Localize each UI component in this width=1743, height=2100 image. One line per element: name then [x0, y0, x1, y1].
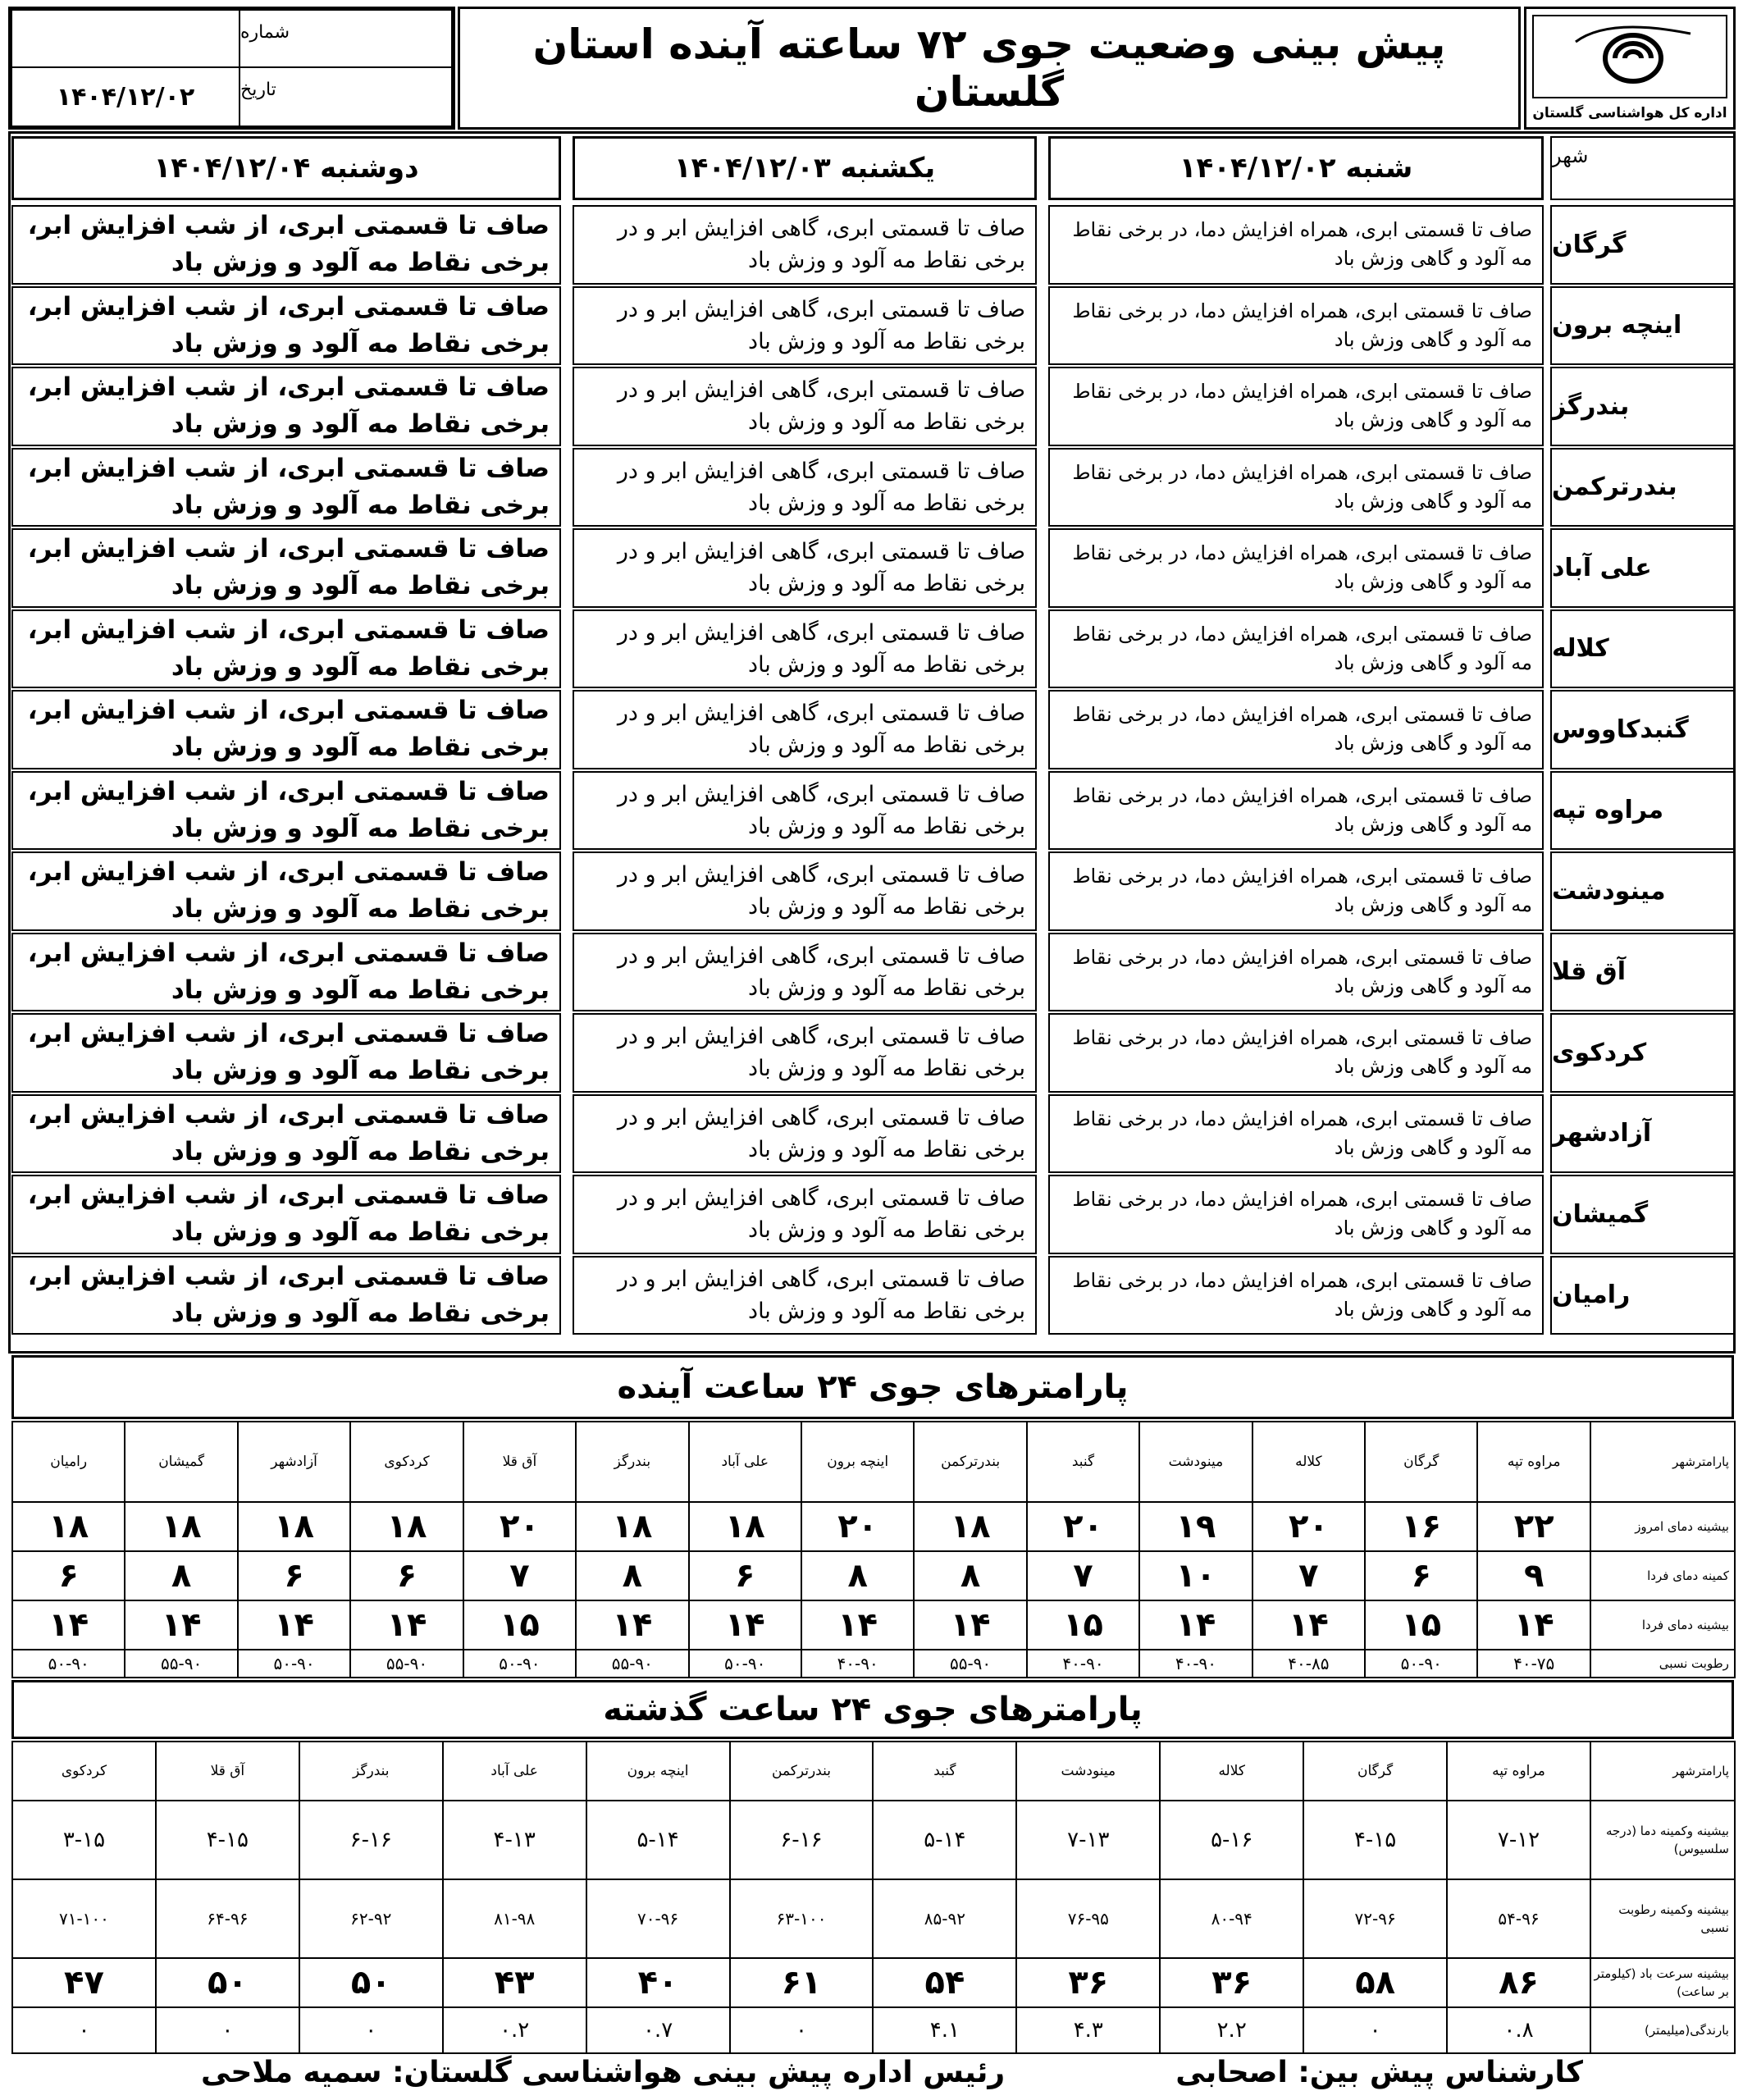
forecast-monday: صاف تا قسمتی ابری، از شب افزایش ابر، برخی نقاط مه آلود و وزش باد [11, 448, 561, 527]
city-name: بندرترکمن [1550, 448, 1735, 527]
table-cell: ۲۰ [801, 1502, 914, 1551]
city-column-header: شهر [1550, 136, 1735, 200]
forecast-monday: صاف تا قسمتی ابری، از شب افزایش ابر، برخی نقاط مه آلود و وزش باد [11, 528, 561, 608]
table-cell: ۱۴ [12, 1600, 125, 1650]
table-cell: ۸ [576, 1551, 688, 1600]
table-cell: ۱۴ [689, 1600, 801, 1650]
forecast-monday: صاف تا قسمتی ابری، از شب افزایش ابر، برخی نقاط مه آلود و وزش باد [11, 690, 561, 769]
table-cell: ۱۴ [1477, 1600, 1590, 1650]
table-cell: ۶-۱۶ [299, 1801, 443, 1879]
table-cell: ۲۰ [463, 1502, 576, 1551]
table-cell: ۷-۱۳ [1016, 1801, 1160, 1879]
forecast-saturday: صاف تا قسمتی ابری، همراه افزایش دما، در برخی نقاط مه آلود و گاهی وزش باد [1048, 448, 1544, 527]
table-cell: ۱۸ [576, 1502, 688, 1551]
table-row [12, 1879, 1735, 1958]
table-row [12, 1650, 1735, 1678]
column-header-city: آق قلا [463, 1422, 576, 1502]
forecast-saturday: صاف تا قسمتی ابری، همراه افزایش دما، در برخی نقاط مه آلود و گاهی وزش باد [1048, 933, 1544, 1012]
table-cell: ۴۰-۷۵ [1477, 1650, 1590, 1678]
table-cell: ۱۴ [1252, 1600, 1365, 1650]
table-cell: ۴-۱۵ [156, 1801, 299, 1879]
table-cell: ۸۰-۹۴ [1160, 1879, 1303, 1958]
table-cell: ۵-۱۴ [586, 1801, 730, 1879]
table-cell: ۸۵-۹۲ [873, 1879, 1016, 1958]
table-cell: ۱۴ [1139, 1600, 1252, 1650]
forecast-monday: صاف تا قسمتی ابری، از شب افزایش ابر، برخی نقاط مه آلود و وزش باد [11, 205, 561, 285]
table-cell: ۵-۱۶ [1160, 1801, 1303, 1879]
table-cell: ۰.۲ [443, 2007, 586, 2053]
forecast-saturday: صاف تا قسمتی ابری، همراه افزایش دما، در برخی نقاط مه آلود و گاهی وزش باد [1048, 690, 1544, 769]
forecast-sunday: صاف تا قسمتی ابری، گاهی افزایش ابر و در برخی نقاط مه آلود و وزش باد [573, 933, 1037, 1012]
row-label: بارندگی(میلیمتر) [1590, 2007, 1735, 2053]
row-label: کمینه دمای فردا [1590, 1551, 1735, 1600]
table-row [12, 1502, 1735, 1551]
city-name: علی آباد [1550, 528, 1735, 608]
table-cell: ۱۵ [463, 1600, 576, 1650]
table-cell: ۸ [801, 1551, 914, 1600]
table-row [12, 1600, 1735, 1650]
table-cell: ۱۶ [1365, 1502, 1477, 1551]
column-header-city: مراوه تپه [1447, 1742, 1590, 1801]
day-header-monday: دوشنبه ۱۴۰۴/۱۲/۰۴ [11, 136, 561, 200]
forecast-monday: صاف تا قسمتی ابری، از شب افزایش ابر، برخی نقاط مه آلود و وزش باد [11, 1175, 561, 1254]
table-cell: ۶۲-۹۲ [299, 1879, 443, 1958]
table-cell: ۱۸ [350, 1502, 463, 1551]
table-cell: ۸ [125, 1551, 237, 1600]
table-row [12, 1801, 1735, 1879]
table-cell: ۰ [730, 2007, 874, 2053]
next24-title: پارامترهای جوی ۲۴ ساعت آینده [11, 1355, 1734, 1419]
table-cell: ۶ [238, 1551, 350, 1600]
table-cell: ۴-۱۳ [443, 1801, 586, 1879]
table-cell: ۸۶ [1447, 1958, 1590, 2007]
table-cell: ۲۲ [1477, 1502, 1590, 1551]
table-row [12, 2007, 1735, 2053]
table-cell: ۰ [1303, 2007, 1447, 2053]
column-header-city: بندرترکمن [914, 1422, 1026, 1502]
table-cell: ۹ [1477, 1551, 1590, 1600]
number-value [11, 9, 240, 68]
day-header-saturday: شنبه ۱۴۰۴/۱۲/۰۲ [1048, 136, 1544, 200]
forecast-saturday: صاف تا قسمتی ابری، همراه افزایش دما، در برخی نقاط مه آلود و گاهی وزش باد [1048, 771, 1544, 851]
column-header-city: گنبد [1027, 1422, 1139, 1502]
table-cell: ۵۰-۹۰ [238, 1650, 350, 1678]
table-cell: ۱۸ [689, 1502, 801, 1551]
forecast-sunday: صاف تا قسمتی ابری، گاهی افزایش ابر و در برخی نقاط مه آلود و وزش باد [573, 448, 1037, 527]
column-header-city: آق قلا [156, 1742, 299, 1801]
forecast-sunday: صاف تا قسمتی ابری، گاهی افزایش ابر و در برخی نقاط مه آلود و وزش باد [573, 286, 1037, 366]
table-cell: ۱۸ [914, 1502, 1026, 1551]
forecast-sunday: صاف تا قسمتی ابری، گاهی افزایش ابر و در برخی نقاط مه آلود و وزش باد [573, 1256, 1037, 1335]
table-cell: ۵۰-۹۰ [12, 1650, 125, 1678]
column-header-city: اینچه برون [586, 1742, 730, 1801]
number-label: شماره [239, 9, 453, 68]
table-cell: ۵-۱۴ [873, 1801, 1016, 1879]
forecast-saturday: صاف تا قسمتی ابری، همراه افزایش دما، در برخی نقاط مه آلود و گاهی وزش باد [1048, 1256, 1544, 1335]
table-cell: ۳۶ [1160, 1958, 1303, 2007]
forecast-sunday: صاف تا قسمتی ابری، گاهی افزایش ابر و در برخی نقاط مه آلود و وزش باد [573, 1094, 1037, 1174]
table-cell: ۰.۷ [586, 2007, 730, 2053]
city-name: کلاله [1550, 609, 1735, 689]
column-header-city: بندرگز [576, 1422, 688, 1502]
table-cell: ۲۰ [1027, 1502, 1139, 1551]
forecast-sunday: صاف تا قسمتی ابری، گاهی افزایش ابر و در برخی نقاط مه آلود و وزش باد [573, 851, 1037, 931]
past24-title: پارامترهای جوی ۲۴ ساعت گذشته [11, 1680, 1734, 1739]
table-cell: ۵۵-۹۰ [576, 1650, 688, 1678]
forecast-monday: صاف تا قسمتی ابری، از شب افزایش ابر، برخی نقاط مه آلود و وزش باد [11, 367, 561, 446]
table-cell: ۱۸ [125, 1502, 237, 1551]
next24-table [11, 1421, 1736, 1678]
table-cell: ۱۴ [238, 1600, 350, 1650]
table-cell: ۰ [299, 2007, 443, 2053]
city-name: گمیشان [1550, 1175, 1735, 1254]
forecast-sunday: صاف تا قسمتی ابری، گاهی افزایش ابر و در برخی نقاط مه آلود و وزش باد [573, 528, 1037, 608]
row-label: بیشینه دمای فردا [1590, 1600, 1735, 1650]
table-cell: ۵۰-۹۰ [463, 1650, 576, 1678]
table-cell: ۶ [1365, 1551, 1477, 1600]
table-cell: ۷۲-۹۶ [1303, 1879, 1447, 1958]
column-header-city: آزادشهر [238, 1422, 350, 1502]
date-label: تاریخ [239, 66, 453, 127]
column-header-city: بندرترکمن [730, 1742, 874, 1801]
table-cell: ۶ [12, 1551, 125, 1600]
column-header-city: کلاله [1252, 1422, 1365, 1502]
table-cell: ۱۵ [1027, 1600, 1139, 1650]
column-header-city: بندرگز [299, 1742, 443, 1801]
table-cell: ۱۴ [125, 1600, 237, 1650]
table-cell: ۵۵-۹۰ [914, 1650, 1026, 1678]
table-cell: ۱۴ [801, 1600, 914, 1650]
column-header-city: گرگان [1303, 1742, 1447, 1801]
table-row [12, 1958, 1735, 2007]
table-cell: ۱۴ [914, 1600, 1026, 1650]
table-cell: ۶۱ [730, 1958, 874, 2007]
table-cell: ۲۰ [1252, 1502, 1365, 1551]
forecast-saturday: صاف تا قسمتی ابری، همراه افزایش دما، در برخی نقاط مه آلود و گاهی وزش باد [1048, 367, 1544, 446]
column-header-city: گنبد [873, 1742, 1016, 1801]
column-header-city: اینچه برون [801, 1422, 914, 1502]
table-cell: ۱۵ [1365, 1600, 1477, 1650]
table-cell: ۷-۱۲ [1447, 1801, 1590, 1879]
organization-logo [1524, 7, 1736, 130]
column-header-city: علی آباد [689, 1422, 801, 1502]
forecaster-signature: کارشناس پیش بین: اصحابی [1175, 2056, 1583, 2089]
forecast-saturday: صاف تا قسمتی ابری، همراه افزایش دما، در برخی نقاط مه آلود و گاهی وزش باد [1048, 528, 1544, 608]
table-cell: ۱۸ [12, 1502, 125, 1551]
table-cell: ۵۴-۹۶ [1447, 1879, 1590, 1958]
table-cell: ۲.۲ [1160, 2007, 1303, 2053]
day-header-sunday: یکشنبه ۱۴۰۴/۱۲/۰۳ [573, 136, 1037, 200]
head-signature: رئیس اداره پیش بینی هواشناسی گلستان: سمیه ملاحی [201, 2056, 1006, 2089]
table-cell: ۳-۱۵ [12, 1801, 156, 1879]
table-cell: ۰ [12, 2007, 156, 2053]
param-city-corner: پارامترشهر [1590, 1742, 1735, 1801]
forecast-saturday: صاف تا قسمتی ابری، همراه افزایش دما، در برخی نقاط مه آلود و گاهی وزش باد [1048, 205, 1544, 285]
forecast-sunday: صاف تا قسمتی ابری، گاهی افزایش ابر و در برخی نقاط مه آلود و وزش باد [573, 771, 1037, 851]
forecast-monday: صاف تا قسمتی ابری، از شب افزایش ابر، برخی نقاط مه آلود و وزش باد [11, 1094, 561, 1174]
table-cell: ۵۵-۹۰ [125, 1650, 237, 1678]
past24-table [11, 1741, 1736, 2054]
row-label: بیشینه وکمینه رطوبت نسبی [1590, 1879, 1735, 1958]
row-label: بیشینه سرعت باد (کیلومتر بر ساعت) [1590, 1958, 1735, 2007]
table-cell: ۴-۱۵ [1303, 1801, 1447, 1879]
column-header-city: رامیان [12, 1422, 125, 1502]
table-cell: ۰.۸ [1447, 2007, 1590, 2053]
table-cell: ۶۳-۱۰۰ [730, 1879, 874, 1958]
forecast-saturday: صاف تا قسمتی ابری، همراه افزایش دما، در برخی نقاط مه آلود و گاهی وزش باد [1048, 609, 1544, 689]
forecast-monday: صاف تا قسمتی ابری، از شب افزایش ابر، برخی نقاط مه آلود و وزش باد [11, 286, 561, 366]
table-cell: ۶-۱۶ [730, 1801, 874, 1879]
table-cell: ۶۴-۹۶ [156, 1879, 299, 1958]
param-city-corner: پارامترشهر [1590, 1422, 1735, 1502]
table-cell: ۵۸ [1303, 1958, 1447, 2007]
city-name: آق قلا [1550, 933, 1735, 1012]
forecast-monday: صاف تا قسمتی ابری، از شب افزایش ابر، برخی نقاط مه آلود و وزش باد [11, 1256, 561, 1335]
column-header-city: گرگان [1365, 1422, 1477, 1502]
city-name: رامیان [1550, 1256, 1735, 1335]
table-cell: ۷ [1252, 1551, 1365, 1600]
forecast-monday: صاف تا قسمتی ابری، از شب افزایش ابر، برخی نقاط مه آلود و وزش باد [11, 1013, 561, 1093]
forecast-monday: صاف تا قسمتی ابری، از شب افزایش ابر، برخی نقاط مه آلود و وزش باد [11, 609, 561, 689]
city-name: بندرگز [1550, 367, 1735, 446]
table-cell: ۱۹ [1139, 1502, 1252, 1551]
forecast-monday: صاف تا قسمتی ابری، از شب افزایش ابر، برخی نقاط مه آلود و وزش باد [11, 851, 561, 931]
forecast-sunday: صاف تا قسمتی ابری، گاهی افزایش ابر و در برخی نقاط مه آلود و وزش باد [573, 205, 1037, 285]
table-cell: ۴۷ [12, 1958, 156, 2007]
column-header-city: مینودشت [1016, 1742, 1160, 1801]
table-cell: ۸ [914, 1551, 1026, 1600]
city-name: مراوه تپه [1550, 771, 1735, 851]
forecast-monday: صاف تا قسمتی ابری، از شب افزایش ابر، برخی نقاط مه آلود و وزش باد [11, 933, 561, 1012]
table-cell: ۰ [156, 2007, 299, 2053]
table-cell: ۵۴ [873, 1958, 1016, 2007]
column-header-city: مینودشت [1139, 1422, 1252, 1502]
forecast-saturday: صاف تا قسمتی ابری، همراه افزایش دما، در برخی نقاط مه آلود و گاهی وزش باد [1048, 1175, 1544, 1254]
city-name: مینودشت [1550, 851, 1735, 931]
page-title: پیش بینی وضعیت جوی ۷۲ ساعته آینده استان گلستان [458, 7, 1521, 130]
table-cell: ۶ [689, 1551, 801, 1600]
table-cell: ۸۱-۹۸ [443, 1879, 586, 1958]
column-header-city: گمیشان [125, 1422, 237, 1502]
table-cell: ۴۰-۸۵ [1252, 1650, 1365, 1678]
table-cell: ۵۰ [299, 1958, 443, 2007]
table-cell: ۶ [350, 1551, 463, 1600]
table-cell: ۱۰ [1139, 1551, 1252, 1600]
document-meta [8, 7, 455, 130]
table-cell: ۵۰-۹۰ [1365, 1650, 1477, 1678]
table-cell: ۱۴ [576, 1600, 688, 1650]
table-cell: ۷۶-۹۵ [1016, 1879, 1160, 1958]
column-header-city: کردکوی [350, 1422, 463, 1502]
city-name: کردکوی [1550, 1013, 1735, 1093]
table-cell: ۴۰-۹۰ [801, 1650, 914, 1678]
forecast-sunday: صاف تا قسمتی ابری، گاهی افزایش ابر و در برخی نقاط مه آلود و وزش باد [573, 1175, 1037, 1254]
table-cell: ۴.۳ [1016, 2007, 1160, 2053]
forecast-monday: صاف تا قسمتی ابری، از شب افزایش ابر، برخی نقاط مه آلود و وزش باد [11, 771, 561, 851]
city-name: اینچه برون [1550, 286, 1735, 366]
city-name: گرگان [1550, 205, 1735, 285]
table-cell: ۵۵-۹۰ [350, 1650, 463, 1678]
table-cell: ۱۸ [238, 1502, 350, 1551]
table-cell: ۷ [1027, 1551, 1139, 1600]
table-cell: ۵۰-۹۰ [689, 1650, 801, 1678]
forecast-sunday: صاف تا قسمتی ابری، گاهی افزایش ابر و در برخی نقاط مه آلود و وزش باد [573, 609, 1037, 689]
forecast-saturday: صاف تا قسمتی ابری، همراه افزایش دما، در برخی نقاط مه آلود و گاهی وزش باد [1048, 286, 1544, 366]
row-label: بیشینه دمای امروز [1590, 1502, 1735, 1551]
table-cell: ۷۰-۹۶ [586, 1879, 730, 1958]
column-header-city: کلاله [1160, 1742, 1303, 1801]
column-header-city: علی آباد [443, 1742, 586, 1801]
table-cell: ۴۳ [443, 1958, 586, 2007]
forecast-sunday: صاف تا قسمتی ابری، گاهی افزایش ابر و در برخی نقاط مه آلود و وزش باد [573, 367, 1037, 446]
table-cell: ۴.۱ [873, 2007, 1016, 2053]
city-name: گنبدکاووس [1550, 690, 1735, 769]
forecast-saturday: صاف تا قسمتی ابری، همراه افزایش دما، در برخی نقاط مه آلود و گاهی وزش باد [1048, 1094, 1544, 1174]
column-header-city: مراوه تپه [1477, 1422, 1590, 1502]
forecast-saturday: صاف تا قسمتی ابری، همراه افزایش دما، در برخی نقاط مه آلود و گاهی وزش باد [1048, 851, 1544, 931]
table-row [12, 1551, 1735, 1600]
forecast-saturday: صاف تا قسمتی ابری، همراه افزایش دما، در برخی نقاط مه آلود و گاهی وزش باد [1048, 1013, 1544, 1093]
table-cell: ۵۰ [156, 1958, 299, 2007]
forecast-sunday: صاف تا قسمتی ابری، گاهی افزایش ابر و در برخی نقاط مه آلود و وزش باد [573, 1013, 1037, 1093]
table-cell: ۴۰-۹۰ [1027, 1650, 1139, 1678]
date-value: ۱۴۰۴/۱۲/۰۲ [11, 66, 240, 127]
forecast-sunday: صاف تا قسمتی ابری، گاهی افزایش ابر و در برخی نقاط مه آلود و وزش باد [573, 690, 1037, 769]
city-name: آزادشهر [1550, 1094, 1735, 1174]
logo-caption: اداره کل هواشناسی گلستان [1532, 105, 1727, 121]
table-cell: ۷ [463, 1551, 576, 1600]
table-cell: ۷۱-۱۰۰ [12, 1879, 156, 1958]
table-cell: ۴۰ [586, 1958, 730, 2007]
table-cell: ۳۶ [1016, 1958, 1160, 2007]
table-cell: ۴۰-۹۰ [1139, 1650, 1252, 1678]
column-header-city: کردکوی [12, 1742, 156, 1801]
table-cell: ۱۴ [350, 1600, 463, 1650]
row-label: رطوبت نسبی [1590, 1650, 1735, 1678]
row-label: بیشینه وکمینه دما (درجه سلسیوس) [1590, 1801, 1735, 1879]
